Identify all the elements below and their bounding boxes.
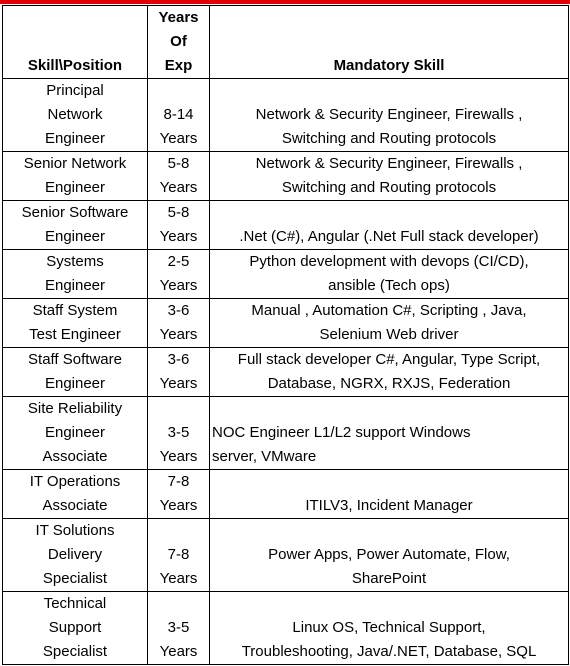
- mandatory-skill-cell: Manual , Automation C#, Scripting , Java, Selenium Web driver: [210, 299, 569, 348]
- years-cell: 3-5 Years: [148, 397, 210, 470]
- mandatory-skill-cell: Power Apps, Power Automate, Flow, SharePoint: [210, 519, 569, 592]
- table-row: [3, 592, 569, 665]
- position-cell: IT Solutions Delivery Specialist: [3, 519, 148, 592]
- position-cell: Staff System Test Engineer: [3, 299, 148, 348]
- years-cell: 3-5 Years: [148, 592, 210, 665]
- mandatory-skill-cell: .Net (C#), Angular (.Net Full stack developer): [210, 201, 569, 250]
- table-row: [3, 299, 569, 348]
- years-cell: 5-8 Years: [148, 152, 210, 201]
- position-cell: Technical Support Specialist: [3, 592, 148, 665]
- mandatory-skill-cell: Linux OS, Technical Support, Troubleshooting, Java/.NET, Database, SQL: [210, 592, 569, 665]
- table-row: [3, 79, 569, 152]
- mandatory-skill-cell: Full stack developer C#, Angular, Type Script, Database, NGRX, RXJS, Federation: [210, 348, 569, 397]
- table-row: [3, 152, 569, 201]
- header-row: [3, 6, 569, 79]
- position-cell: Senior Network Engineer: [3, 152, 148, 201]
- position-cell: Systems Engineer: [3, 250, 148, 299]
- table-row: [3, 348, 569, 397]
- position-cell: Staff Software Engineer: [3, 348, 148, 397]
- header-years-of-exp: Years Of Exp: [148, 6, 210, 79]
- mandatory-skill-cell: Python development with devops (CI/CD), ansible (Tech ops): [210, 250, 569, 299]
- years-cell: 7-8 Years: [148, 519, 210, 592]
- header-mandatory-skill: Mandatory Skill: [210, 6, 569, 79]
- years-cell: 3-6 Years: [148, 348, 210, 397]
- mandatory-skill-cell: ITILV3, Incident Manager: [210, 470, 569, 519]
- table-row: [3, 397, 569, 470]
- table-row: [3, 470, 569, 519]
- position-cell: Site Reliability Engineer Associate: [3, 397, 148, 470]
- position-cell: IT Operations Associate: [3, 470, 148, 519]
- mandatory-skill-cell: NOC Engineer L1/L2 support Windows server, VMware: [210, 397, 569, 470]
- mandatory-skill-cell: Network & Security Engineer, Firewalls , Switching and Routing protocols: [210, 79, 569, 152]
- position-cell: Senior Software Engineer: [3, 201, 148, 250]
- position-cell: Principal Network Engineer: [3, 79, 148, 152]
- skills-table: [2, 5, 569, 665]
- table-row: [3, 519, 569, 592]
- years-cell: 8-14 Years: [148, 79, 210, 152]
- header-skill-position: Skill\Position: [3, 6, 148, 79]
- top-red-bar: [0, 0, 570, 4]
- years-cell: 2-5 Years: [148, 250, 210, 299]
- table-row: [3, 250, 569, 299]
- table-row: [3, 201, 569, 250]
- years-cell: 7-8 Years: [148, 470, 210, 519]
- years-cell: 5-8 Years: [148, 201, 210, 250]
- years-cell: 3-6 Years: [148, 299, 210, 348]
- mandatory-skill-cell: Network & Security Engineer, Firewalls , Switching and Routing protocols: [210, 152, 569, 201]
